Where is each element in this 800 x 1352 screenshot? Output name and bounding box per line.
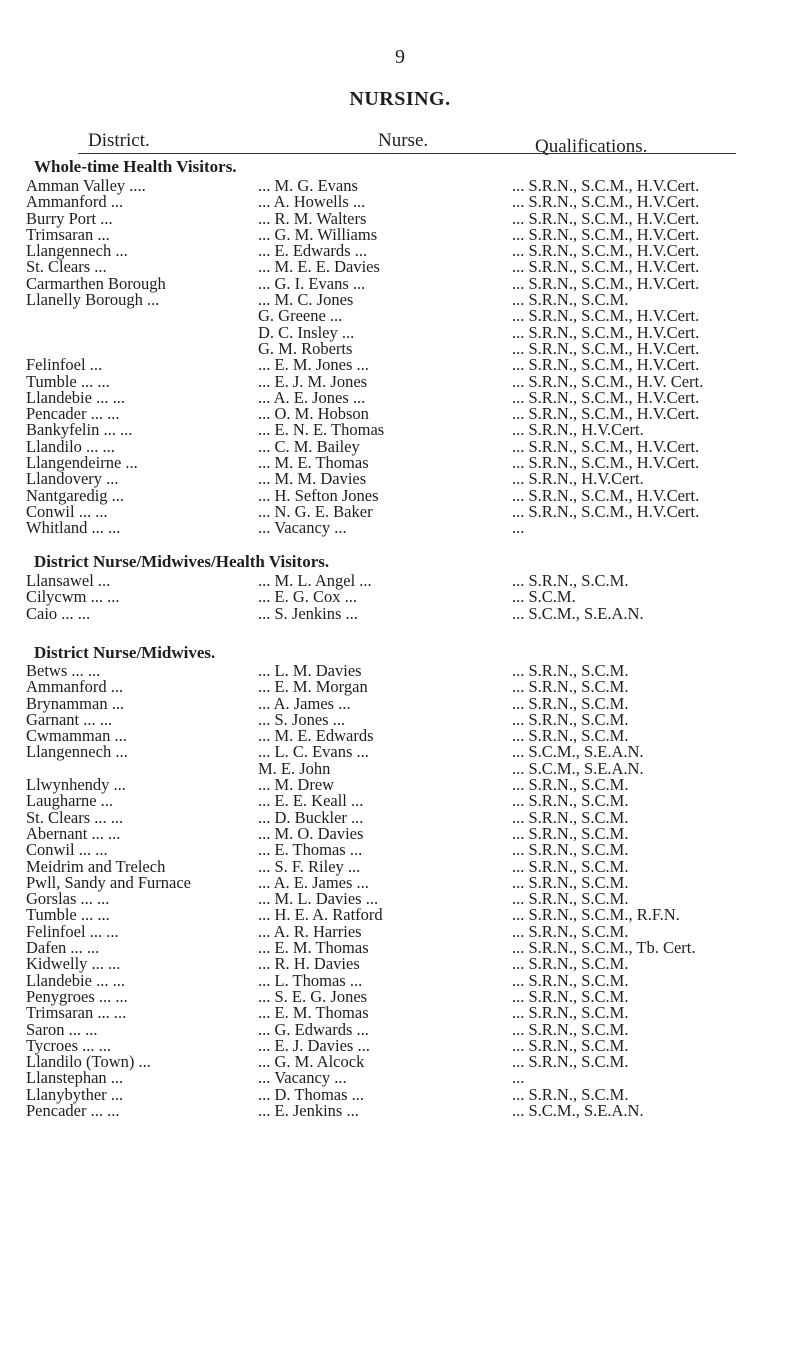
table-row [0, 872, 800, 892]
district-cell: Pwll, Sandy and Furnace [26, 872, 191, 892]
qualifications-cell: ... S.R.N., S.C.M. [512, 1052, 629, 1072]
nurse-cell: ... H. E. A. Ratford [258, 905, 383, 925]
district-cell: Trimsaran ... ... [26, 1003, 127, 1023]
table-row [0, 589, 800, 605]
qualifications-cell: ... S.R.N., S.C.M., H.V.Cert. [512, 338, 700, 358]
district-cell: Brynamman ... [26, 693, 125, 713]
section-heading-nurse-midwives-health-visitors: District Nurse/Midwives/Health Visitors. [34, 552, 330, 571]
qualifications-cell: ... [512, 518, 525, 538]
nurse-cell: ... S. E. G. Jones [258, 986, 368, 1006]
nurse-cell: ... G. M. Williams [258, 224, 378, 244]
nurse-cell: ... E. M. Jones ... [258, 355, 369, 375]
district-cell: Bankyfelin ... ... [26, 420, 133, 440]
district-cell: Felinfoel ... ... [26, 921, 119, 941]
nurse-cell: ... L. M. Davies [258, 661, 362, 680]
nurse-cell: G. Greene ... [258, 306, 343, 326]
nurse-cell: ... E. N. E. Thomas [258, 420, 385, 440]
table-row [0, 693, 800, 713]
nurse-cell: ... M. O. Davies [258, 823, 364, 843]
district-cell: Llangennech ... [26, 742, 128, 762]
qualifications-cell: ... S.R.N., S.C.M. [512, 807, 629, 827]
qualifications-cell: ... S.R.N., S.C.M. [512, 1035, 629, 1055]
qualifications-cell: ... S.R.N., S.C.M., H.V. Cert. [512, 371, 704, 391]
qualifications-cell: ... S.R.N., S.C.M. [512, 1084, 629, 1104]
qualifications-cell: ... S.R.N., S.C.M., H.V.Cert. [512, 501, 700, 521]
district-cell: Abernant ... ... [26, 823, 121, 843]
district-cell: Llangendeirne ... [26, 453, 138, 473]
district-cell: Nantgaredig ... [26, 485, 125, 505]
table-row [0, 823, 800, 843]
district-cell: Burry Port ... [26, 208, 113, 228]
nurse-cell: ... S. Jones ... [258, 709, 346, 729]
nurse-cell: ... G. M. Alcock [258, 1052, 365, 1072]
nurse-cell: ... E. Edwards ... [258, 241, 368, 261]
nurse-cell: ... A. R. Harries [258, 921, 362, 941]
qualifications-cell: ... S.R.N., S.C.M. [512, 677, 629, 697]
qualifications-cell: ... S.R.N., S.C.M. [512, 889, 629, 909]
district-cell: Betws ... ... [26, 661, 101, 680]
qualifications-cell: ... S.R.N., S.C.M., R.F.N. [512, 905, 680, 925]
nurse-cell: ... M. E. Thomas [258, 453, 369, 473]
nurse-midwives-health-visitors-list [0, 573, 800, 622]
qualifications-cell: ... S.R.N., S.C.M. [512, 921, 629, 941]
district-cell: Penygroes ... ... [26, 986, 128, 1006]
district-cell: Felinfoel ... [26, 355, 103, 375]
qualifications-cell: ... S.R.N., S.C.M. [512, 823, 629, 843]
nurse-cell: ... N. G. E. Baker [258, 501, 373, 521]
table-row [0, 1084, 800, 1104]
nurse-cell: ... M. Drew [258, 775, 335, 795]
nurse-cell: ... S. F. Riley ... [258, 856, 361, 876]
nurse-cell: ... A. James ... [258, 693, 351, 713]
qualifications-cell: ... S.R.N., S.C.M. [512, 661, 629, 680]
district-cell: Llandovery ... [26, 469, 119, 489]
nurse-cell: ... A. E. Jones ... [258, 387, 366, 407]
qualifications-cell: ... S.C.M. [512, 587, 576, 607]
table-row [0, 1019, 800, 1039]
nurse-cell: ... R. H. Davies [258, 954, 360, 974]
nurse-cell: ... E. J. M. Jones [258, 371, 368, 391]
district-cell: Gorslas ... ... [26, 889, 110, 909]
qualifications-cell: ... S.R.N., S.C.M. [512, 872, 629, 892]
qualifications-cell: ... S.R.N., S.C.M. [512, 954, 629, 974]
district-cell: Llanstephan ... [26, 1068, 124, 1088]
district-cell: St. Clears ... [26, 257, 107, 277]
nurse-cell: ... A. Howells ... [258, 192, 366, 212]
district-cell: Ammanford ... [26, 192, 124, 212]
nurse-cell: ... E. Thomas ... [258, 840, 363, 860]
district-cell: Laugharne ... [26, 791, 114, 811]
district-cell: Dafen ... ... [26, 938, 100, 958]
district-cell: Llansawel ... [26, 571, 111, 590]
qualifications-cell: ... [512, 1068, 525, 1088]
page-number: 9 [395, 46, 405, 68]
qualifications-cell: ... S.R.N., S.C.M. [512, 693, 629, 713]
district-cell: Garnant ... ... [26, 709, 113, 729]
nurse-cell: ... E. M. Thomas [258, 1003, 369, 1023]
district-cell: Llandilo (Town) ... [26, 1052, 151, 1072]
district-cell: Amman Valley .... [26, 176, 146, 195]
health-visitors-list [0, 178, 800, 537]
nurse-cell: ... H. Sefton Jones [258, 485, 379, 505]
qualifications-cell: ... S.R.N., S.C.M. [512, 726, 629, 746]
district-cell: Pencader ... ... [26, 1101, 120, 1121]
qualifications-cell: ... S.C.M., S.E.A.N. [512, 742, 644, 762]
qualifications-cell: ... S.C.M., S.E.A.N. [512, 603, 644, 623]
section-heading-nurse-midwives: District Nurse/Midwives. [34, 643, 216, 662]
district-cell: Llangennech ... [26, 241, 128, 261]
district-cell: Conwil ... ... [26, 501, 108, 521]
nurse-cell: M. E. John [258, 758, 331, 778]
district-cell: Pencader ... ... [26, 404, 120, 424]
district-cell: Carmarthen Borough [26, 273, 166, 293]
qualifications-cell: ... S.R.N., S.C.M., H.V.Cert. [512, 453, 700, 473]
nurse-cell: G. M. Roberts [258, 338, 353, 358]
nurse-cell: ... M. G. Evans [258, 176, 358, 195]
qualifications-cell: ... S.R.N., S.C.M. [512, 1003, 629, 1023]
qualifications-cell: ... S.R.N., S.C.M., H.V.Cert. [512, 257, 700, 277]
nurse-cell: ... Vacancy ... [258, 518, 347, 538]
nurse-cell: ... E. Jenkins ... [258, 1101, 359, 1121]
table-row [0, 1005, 800, 1021]
section-heading-health-visitors: Whole-time Health Visitors. [34, 157, 237, 176]
qualifications-cell: ... S.R.N., S.C.M., H.V.Cert. [512, 192, 700, 212]
qualifications-cell: ... S.R.N., S.C.M., H.V.Cert. [512, 436, 700, 456]
nurse-cell: ... M. L. Angel ... [258, 571, 372, 590]
table-row [0, 744, 800, 760]
qualifications-cell: ... S.R.N., S.C.M. [512, 775, 629, 795]
table-row [0, 907, 800, 923]
qualifications-cell: ... S.R.N., S.C.M. [512, 571, 629, 590]
district-cell: Cilycwm ... ... [26, 587, 120, 607]
qualifications-cell: ... S.R.N., S.C.M. [512, 1019, 629, 1039]
district-cell: Saron ... ... [26, 1019, 98, 1039]
district-cell: Llandilo ... ... [26, 436, 115, 456]
nurse-column-header: Nurse. [378, 130, 429, 151]
qualifications-cell: ... S.R.N., H.V.Cert. [512, 420, 644, 440]
nurse-cell: ... O. M. Hobson [258, 404, 369, 424]
nurse-cell: ... R. M. Walters [258, 208, 367, 228]
table-row [0, 520, 800, 536]
district-cell: Llwynhendy ... [26, 775, 126, 795]
table-row [0, 777, 800, 793]
qualifications-cell: ... S.R.N., S.C.M., H.V.Cert. [512, 322, 700, 342]
qualifications-cell: ... S.R.N., S.C.M. [512, 856, 629, 876]
qualifications-cell: ... S.R.N., S.C.M. [512, 791, 629, 811]
nurse-cell: ... E. J. Davies ... [258, 1035, 370, 1055]
district-cell: Llanelly Borough ... [26, 290, 160, 310]
district-cell: Tycroes ... ... [26, 1035, 111, 1055]
table-row [0, 501, 800, 521]
district-cell: Tumble ... ... [26, 371, 110, 391]
district-cell: Ammanford ... [26, 677, 124, 697]
nurse-cell: ... A. E. James ... [258, 872, 369, 892]
nurse-cell: ... C. M. Bailey [258, 436, 360, 456]
table-row [0, 807, 800, 827]
district-cell: Cwmamman ... [26, 726, 127, 746]
qualifications-cell: ... S.R.N., S.C.M., H.V.Cert. [512, 355, 700, 375]
table-row [0, 603, 800, 623]
qualifications-cell: ... S.C.M., S.E.A.N. [512, 758, 644, 778]
qualifications-cell: ... S.R.N., S.C.M., H.V.Cert. [512, 485, 700, 505]
nurse-cell: ... M. C. Jones [258, 290, 354, 310]
qualifications-cell: ... S.R.N., S.C.M., H.V.Cert. [512, 224, 700, 244]
qualifications-cell: ... S.R.N., S.C.M., H.V.Cert. [512, 176, 700, 195]
qualifications-cell: ... S.R.N., S.C.M., H.V.Cert. [512, 306, 700, 326]
district-column-header: District. [88, 130, 150, 151]
nurse-cell: ... M. L. Davies ... [258, 889, 379, 909]
district-cell: Kidwelly ... ... [26, 954, 121, 974]
qualifications-cell: ... S.R.N., S.C.M. [512, 840, 629, 860]
qualifications-column-header: Qualifications. [535, 136, 648, 157]
district-cell: Caio ... ... [26, 603, 91, 623]
table-row [0, 940, 800, 956]
qualifications-cell: ... S.R.N., H.V.Cert. [512, 469, 644, 489]
table-row [0, 455, 800, 471]
nurse-cell: ... M. M. Davies [258, 469, 367, 489]
nurse-cell: ... M. E. Edwards [258, 726, 374, 746]
district-cell: Whitland ... ... [26, 518, 121, 538]
qualifications-cell: ... S.R.N., S.C.M., H.V.Cert. [512, 387, 700, 407]
qualifications-cell: ... S.R.N., S.C.M., Tb. Cert. [512, 938, 696, 958]
district-cell: Tumble ... ... [26, 905, 110, 925]
table-row [0, 891, 800, 907]
district-cell: Llandebie ... ... [26, 970, 125, 990]
nurse-cell: ... M. E. E. Davies [258, 257, 380, 277]
district-cell: Meidrim and Trelech [26, 856, 166, 876]
qualifications-cell: ... S.R.N., S.C.M., H.V.Cert. [512, 273, 700, 293]
qualifications-cell: ... S.R.N., S.C.M. [512, 986, 629, 1006]
qualifications-cell: ... S.R.N., S.C.M., H.V.Cert. [512, 208, 700, 228]
nurse-cell: ... G. Edwards ... [258, 1019, 369, 1039]
district-cell: Llanybyther ... [26, 1084, 124, 1104]
nurse-cell: ... Vacancy ... [258, 1068, 347, 1088]
district-cell: Conwil ... ... [26, 840, 108, 860]
qualifications-cell: ... S.R.N., S.C.M. [512, 290, 629, 310]
district-cell: Llandebie ... ... [26, 387, 125, 407]
district-cell: St. Clears ... ... [26, 807, 124, 827]
page-title: NURSING. [349, 88, 451, 110]
qualifications-cell: ... S.R.N., S.C.M., H.V.Cert. [512, 404, 700, 424]
nurse-cell: ... D. Buckler ... [258, 807, 364, 827]
table-row [0, 573, 800, 589]
header-rule [78, 153, 736, 154]
nurse-cell: ... L. C. Evans ... [258, 742, 369, 762]
qualifications-cell: ... S.R.N., S.C.M. [512, 709, 629, 729]
nurse-cell: ... E. G. Cox ... [258, 587, 357, 607]
table-row [0, 1103, 800, 1119]
nurse-midwives-list [0, 663, 800, 1119]
nurse-cell: ... S. Jenkins ... [258, 603, 358, 623]
qualifications-cell: ... S.C.M., S.E.A.N. [512, 1101, 644, 1121]
qualifications-cell: ... S.R.N., S.C.M. [512, 970, 629, 990]
qualifications-cell: ... S.R.N., S.C.M., H.V.Cert. [512, 241, 700, 261]
nurse-cell: ... G. I. Evans ... [258, 273, 366, 293]
nurse-cell: ... E. M. Morgan [258, 677, 368, 697]
nurse-cell: ... E. E. Keall ... [258, 791, 364, 811]
district-cell: Trimsaran ... [26, 224, 110, 244]
nurse-cell: ... D. Thomas ... [258, 1084, 365, 1104]
nurse-cell: ... L. Thomas ... [258, 970, 363, 990]
nurse-cell: ... E. M. Thomas [258, 938, 369, 958]
nurse-cell: D. C. Insley ... [258, 322, 355, 342]
